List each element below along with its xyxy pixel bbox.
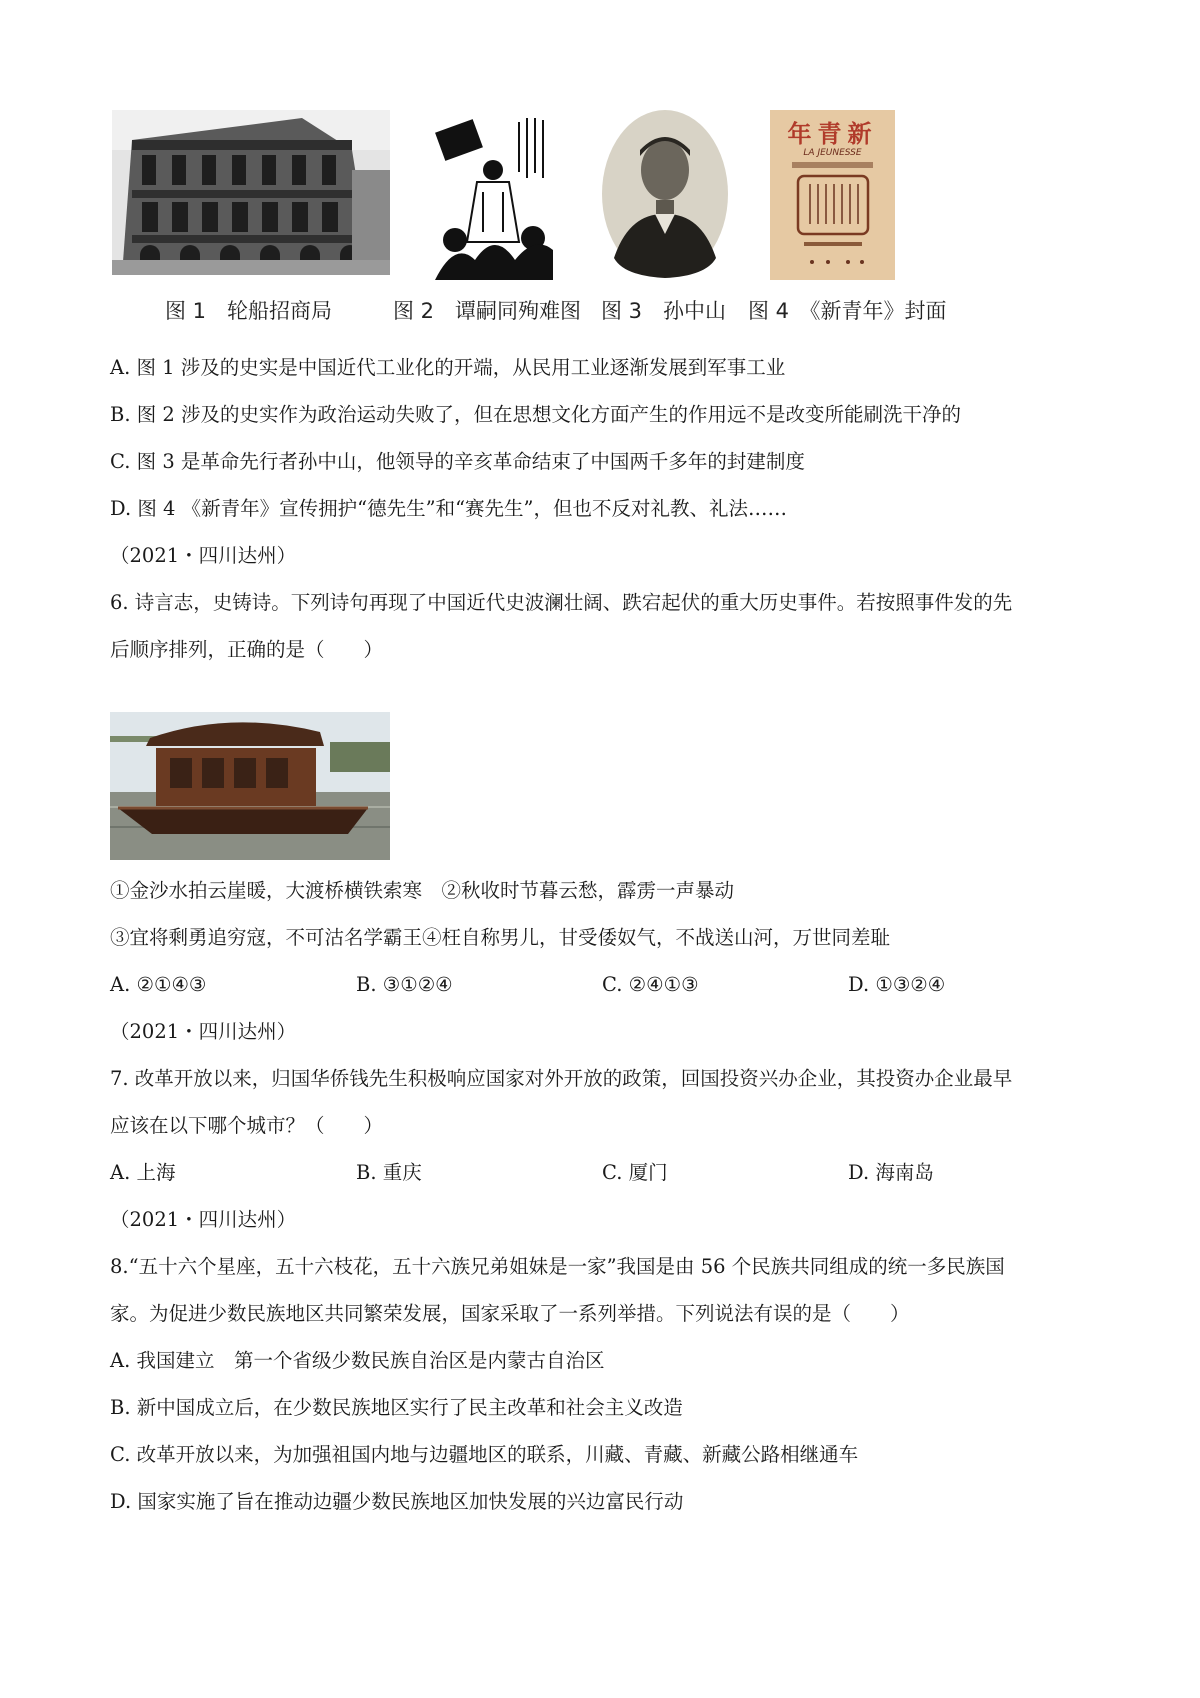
q7-source: （2021・四川达州） xyxy=(110,1020,297,1043)
q6-option-d: D. ①③②④ xyxy=(848,973,946,996)
q6-red-boat-photo xyxy=(110,712,390,860)
q8-option-a: A. 我国建立 第一个省级少数民族自治区是内蒙古自治区 xyxy=(110,1349,605,1372)
q6-stem-line-1: 6. 诗言志，史铸诗。下列诗句再现了中国近代史波澜壮阔、跌宕起伏的重大历史事件。若按照事件发的先 xyxy=(110,591,1013,614)
q6-option-b: B. ③①②④ xyxy=(356,973,453,996)
q8-option-b: B. 新中国成立后，在少数民族地区实行了民主改革和社会主义改造 xyxy=(110,1396,683,1419)
q6-poem-line-2: ③宜将剩勇追穷寇，不可沽名学霸王④枉自称男儿，甘受倭奴气，不战送山河，万世同差耻 xyxy=(110,926,891,949)
q5-option-d: D. 图 4 《新青年》宣传拥护“德先生”和“赛先生”，但也不反对礼教、礼法…… xyxy=(110,497,788,520)
q8-option-c: C. 改革开放以来，为加强祖国内地与边疆地区的联系，川藏、青藏、新藏公路相继通车 xyxy=(110,1443,859,1466)
q8-option-d: D. 国家实施了旨在推动边疆少数民族地区加快发展的兴边富民行动 xyxy=(110,1490,684,1513)
new-youth-cover-title: 新青年 xyxy=(787,120,878,148)
figure-1-caption: 图 1 轮船招商局 xyxy=(165,299,333,323)
q8-source: （2021・四川达州） xyxy=(110,1208,297,1231)
figure-4-caption: 图 4 《新青年》封面 xyxy=(748,299,947,323)
figure-3-sun-yat-sen-portrait xyxy=(600,108,730,280)
q7-option-c: C. 厦门 xyxy=(602,1161,668,1184)
q6-stem-line-2: 后顺序排列，正确的是（ ） xyxy=(110,638,384,661)
figure-3-caption: 图 3 孙中山 xyxy=(601,299,727,323)
figure-2-caption: 图 2 谭嗣同殉难图 xyxy=(393,299,582,323)
q5-option-b: B. 图 2 涉及的史实作为政治运动失败了，但在思想文化方面产生的作用远不是改变所能刷洗干净的 xyxy=(110,403,962,426)
q8-stem-line-2: 家。为促进少数民族地区共同繁荣发展，国家采取了一系列举措。下列说法有误的是（ ） xyxy=(110,1302,910,1325)
q7-option-a: A. 上海 xyxy=(110,1161,176,1184)
figure-1-building-photo xyxy=(112,110,390,275)
figure-4-new-youth-cover xyxy=(770,110,895,280)
q7-option-b: B. 重庆 xyxy=(356,1161,422,1184)
figure-2-tan-sitong-drawing xyxy=(435,110,553,280)
q6-option-c: C. ②④①③ xyxy=(602,973,699,996)
q6-option-a: A. ②①④③ xyxy=(110,973,207,996)
q6-source: （2021・四川达州） xyxy=(110,544,297,567)
q7-option-d: D. 海南岛 xyxy=(848,1161,934,1184)
new-youth-cover-subtitle: LA JEUNESSE xyxy=(803,148,862,158)
q6-poem-line-1: ①金沙水拍云崖暖，大渡桥横铁索寒 ②秋收时节暮云愁，霹雳一声暴动 xyxy=(110,879,735,902)
q5-option-a: A. 图 1 涉及的史实是中国近代工业化的开端，从民用工业逐渐发展到军事工业 xyxy=(110,356,786,379)
q5-option-c: C. 图 3 是革命先行者孙中山，他领导的辛亥革命结束了中国两千多年的封建制度 xyxy=(110,450,805,473)
q6-options xyxy=(110,971,1110,999)
q8-stem-line-1: 8.“五十六个星座，五十六枝花，五十六族兄弟姐妹是一家”我国是由 56 个民族共同组成的统一多民族国 xyxy=(110,1255,1005,1278)
q7-options xyxy=(110,1159,1110,1187)
q7-stem-line-2: 应该在以下哪个城市？（ ） xyxy=(110,1114,384,1137)
q7-stem-line-1: 7. 改革开放以来，归国华侨钱先生积极响应国家对外开放的政策，回国投资兴办企业，其投资办企业最早 xyxy=(110,1067,1013,1090)
